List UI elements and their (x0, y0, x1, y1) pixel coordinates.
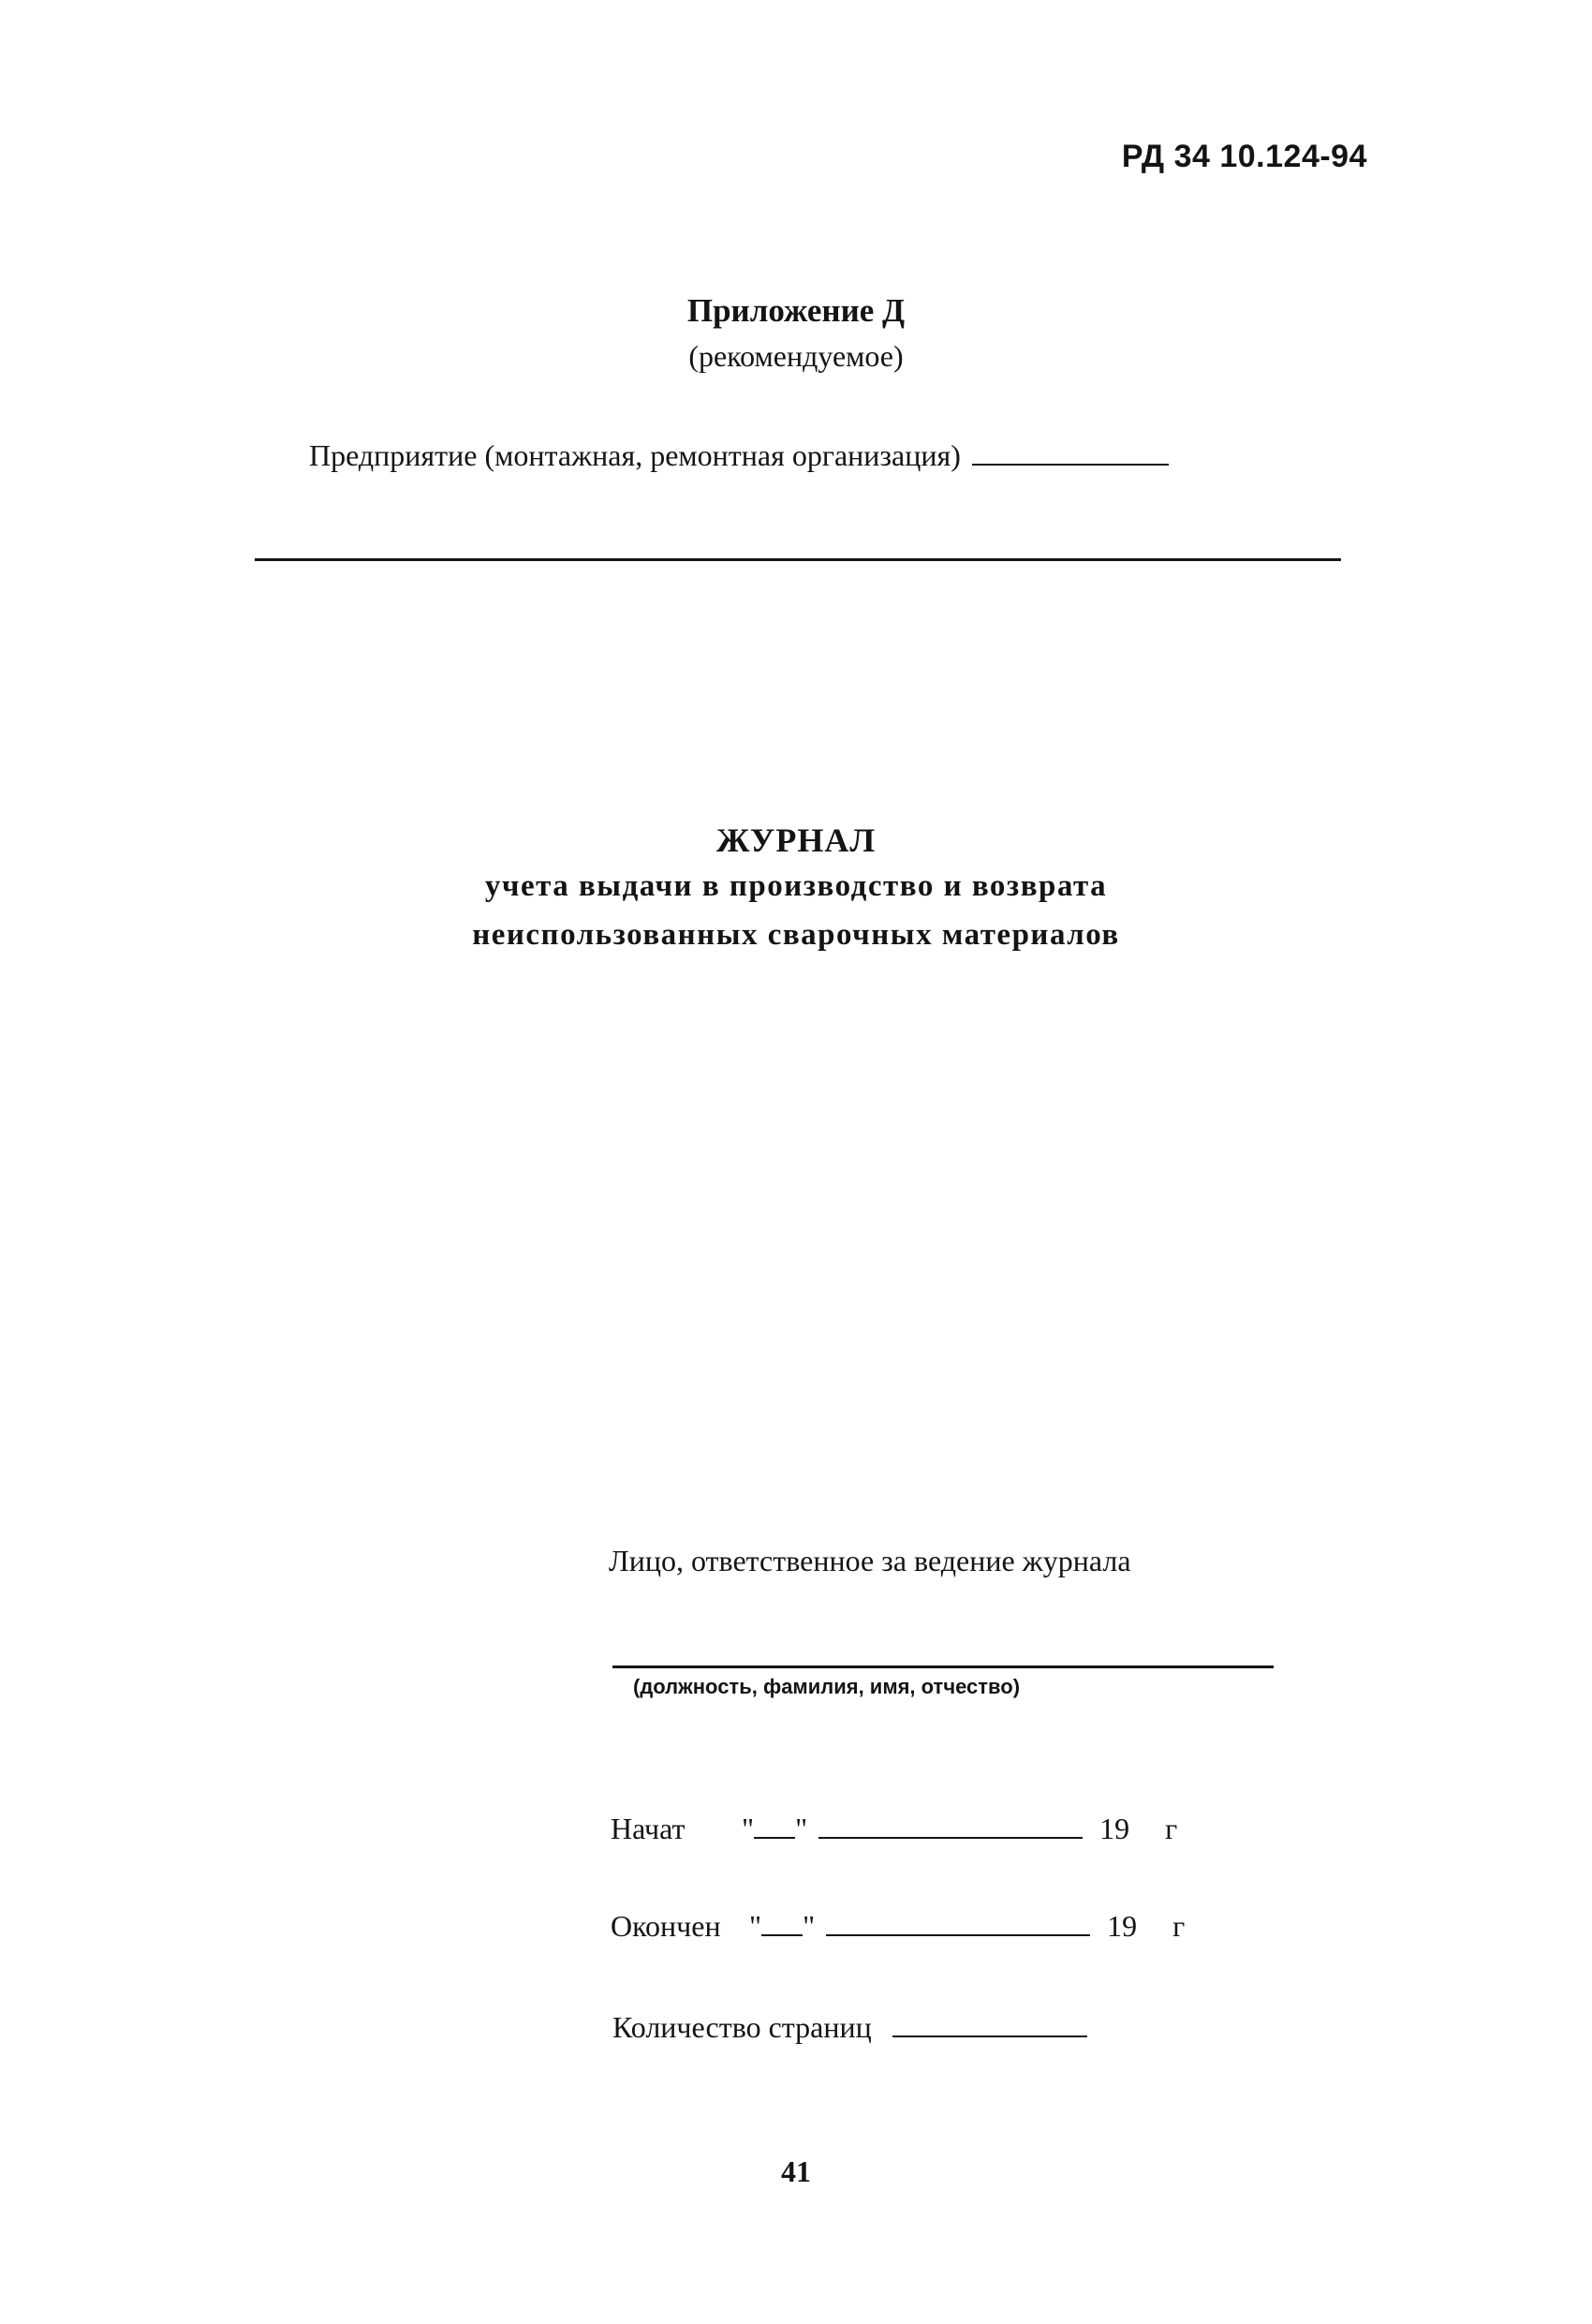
appendix-note: (рекомендуемое) (688, 339, 904, 373)
start-month-blank (818, 1836, 1083, 1839)
end-date-row (611, 1909, 1185, 1944)
page-count-row (612, 2010, 1087, 2045)
organization-row (309, 438, 1169, 473)
end-day-open-quote: " (749, 1909, 762, 1943)
responsible-person-label: Лицо, ответственное за ведение журнала (609, 1544, 1131, 1577)
page-count-blank (892, 2035, 1087, 2037)
end-month-blank (826, 1933, 1090, 1936)
journal-title: ЖУРНАЛ (715, 822, 877, 859)
start-date-row (611, 1812, 1177, 1846)
journal-subtitle-line-1: учета выдачи в производство и возврата (484, 869, 1108, 903)
organization-blank-line (972, 463, 1169, 466)
start-year-suffix: г (1165, 1812, 1178, 1845)
start-day-close-quote: " (795, 1812, 808, 1845)
responsible-person-caption: (должность, фамилия, имя, отчество) (633, 1675, 1021, 1698)
start-day-open-quote: " (742, 1812, 755, 1845)
start-year-prefix: 19 (1099, 1812, 1130, 1845)
start-day-blank (754, 1836, 795, 1839)
organization-continuation-line (255, 558, 1341, 561)
end-year-prefix: 19 (1107, 1909, 1138, 1943)
end-date-label: Окончен (611, 1909, 721, 1943)
end-year-suffix: г (1172, 1909, 1186, 1943)
end-day-blank (761, 1933, 803, 1936)
start-date-label: Начат (611, 1812, 685, 1845)
organization-label: Предприятие (монтажная, ремонтная организация) (309, 438, 961, 472)
journal-subtitle-line-2: неиспользованных сварочных материалов (472, 918, 1120, 952)
page-count-label: Количество страниц (612, 2010, 872, 2044)
page-number: 41 (781, 2154, 811, 2188)
appendix-title: Приложение Д (686, 292, 906, 329)
document-code: РД 34 10.124-94 (1121, 139, 1367, 174)
end-day-close-quote: " (803, 1909, 816, 1943)
responsible-person-blank-line (612, 1665, 1274, 1668)
